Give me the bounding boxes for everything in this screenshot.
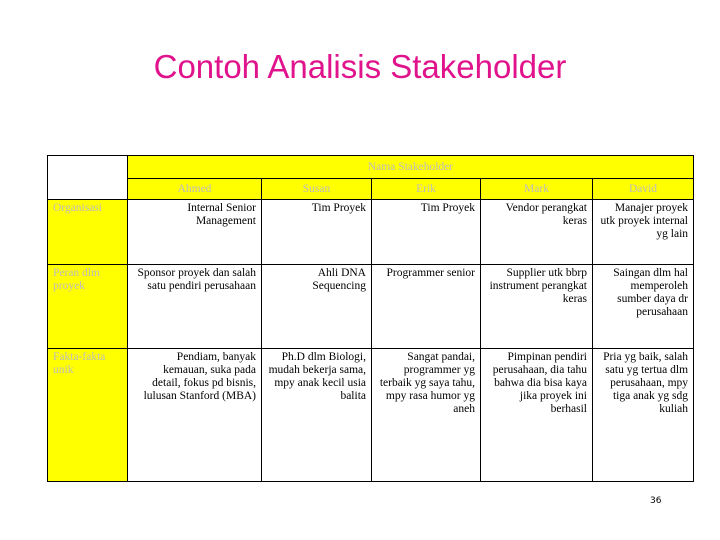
slide-title: Contoh Analisis Stakeholder xyxy=(153,48,567,85)
table-cell: Sangat pandai, programmer yg terbaik yg saya tahu, mpy rasa humor yg aneh xyxy=(372,349,481,482)
column-header-susan: Susan xyxy=(262,179,372,200)
table-cell: Pimpinan pendiri perusahaan, dia tahu bahwa dia bisa kaya jika proyek ini berhasil xyxy=(481,349,593,482)
table-cell: Pendiam, banyak kemauan, suka pada detail, fokus pd bisnis, lulusan Stanford (MBA) xyxy=(128,349,262,482)
table-cell: Programmer senior xyxy=(372,265,481,349)
table-cell: Vendor perangkat keras xyxy=(481,200,593,265)
table-cell: Tim Proyek xyxy=(262,200,372,265)
table-cell: Tim Proyek xyxy=(372,200,481,265)
stakeholder-table xyxy=(47,155,694,482)
table-row-fakta xyxy=(48,349,694,482)
table-row-organisasi xyxy=(48,200,694,265)
table-row-peran xyxy=(48,265,694,349)
column-header-mark: Mark xyxy=(481,179,593,200)
row-label: Peran dlm proyek xyxy=(48,265,128,349)
column-header-david: David xyxy=(593,179,694,200)
table-cell: Ph.D dlm Biologi, mudah bekerja sama, mpy anak kecil usia balita xyxy=(262,349,372,482)
table-cell: Sponsor proyek dan salah satu pendiri perusahaan xyxy=(128,265,262,349)
table-cell: Supplier utk bbrp instrument perangkat keras xyxy=(481,265,593,349)
corner-cell xyxy=(48,156,128,200)
table-cell: Internal Senior Management xyxy=(128,200,262,265)
column-header-ahmed: Ahmed xyxy=(128,179,262,200)
row-label: Fakta-fakta unik xyxy=(48,349,128,482)
table-cell: Pria yg baik, salah satu yg tertua dlm perusahaan, mpy tiga anak yg sdg kuliah xyxy=(593,349,694,482)
group-header: Nama Stakeholder xyxy=(128,156,694,179)
row-label: Organisasi xyxy=(48,200,128,265)
page-number: 36 xyxy=(650,496,662,506)
table-cell: Ahli DNA Sequencing xyxy=(262,265,372,349)
table-cell: Manajer proyek utk proyek internal yg lain xyxy=(593,200,694,265)
column-header-erik: Erik xyxy=(372,179,481,200)
table-cell: Saingan dlm hal memperoleh sumber daya dr perusahaan xyxy=(593,265,694,349)
